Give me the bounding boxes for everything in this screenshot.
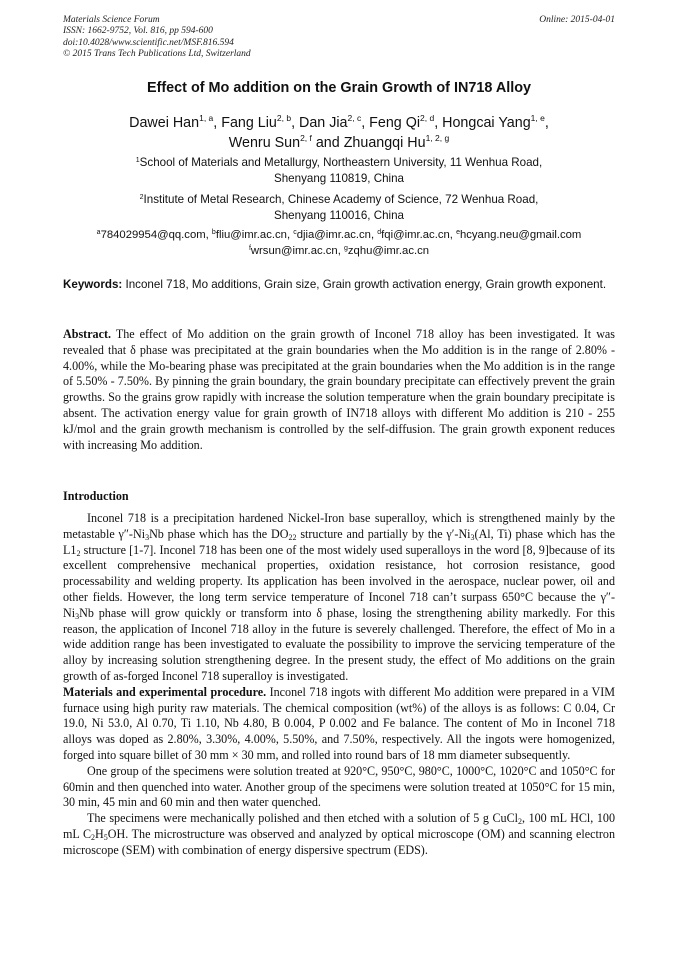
author-sep: ,: [213, 115, 222, 131]
abstract-block: [63, 327, 615, 453]
author: Hongcai Yang: [442, 115, 531, 131]
paper-title: Effect of Mo addition on the Grain Growth of IN718 Alloy: [146, 80, 532, 96]
etching-paragraph: The specimens were mechanically polished and then etched with a solution of 5 g CuCl$_2$, 100 mL HCl, 100 mL $C_2H_5OH$. The microstructure was observed and analyzed by optical microscope (OM) and scanning electron microscope (SEM) with combination of energy dispersive spectrum (EDS).: [63, 811, 615, 857]
email-e[interactable]: hcyang.neu@gmail.com: [459, 229, 582, 241]
affiliation-line: Shenyang 110819, China: [274, 172, 404, 185]
materials-paragraph: Materials and experimental procedure. Inconel 718 ingots with different Mo addition were prepared in a VIM furnace using high purity raw materials. The chemical composition (wt%) of the alloys is as follows: C 0.04, Cr 19.0, Ni 53.0, Al 0.70, Ti 1.10, Nb 4.80, B 0.004, P 0.002 and Fe balance. The content of Mo in Inconel 718 alloys was doped as 2.80%, 3.30%, 4.00%, 5.50%, and 7.50%, respectively. All the ingots were homogenized, forged into square billet of 30 mm × 30 mm, and rolled into round bars of 18 mm diameter subsequently.: [63, 684, 615, 762]
email-sup: d: [377, 229, 382, 236]
author: Dan Jia: [299, 115, 348, 131]
affiliation-2: [63, 192, 615, 224]
keywords-text: Inconel 718, Mo additions, Grain size, Grain growth activation energy, Grain growth exponent.: [125, 278, 607, 291]
email-b[interactable]: fliu@imr.ac.cn: [215, 229, 287, 241]
author-sup: 2, c: [347, 113, 362, 123]
author-list: [63, 113, 615, 153]
email-sup: g: [343, 245, 348, 252]
body-text: [63, 511, 615, 859]
affiliation-line: School of Materials and Metallurgy, Northeastern University, 11 Wenhua Road,: [139, 156, 543, 169]
email-sup: f: [248, 245, 251, 252]
email-d[interactable]: fqi@imr.ac.cn: [381, 229, 450, 241]
email-list: $^a$784029954@qq.com, $^b$fliu@imr.ac.cn, $^c$djia@imr.ac.cn, $^d$fqi@imr.ac.cn, $^e$hcyang.neu@gmail.com $^f$wrsun@imr.ac.cn, $^g$zqhu@imr.ac.cn: [96, 229, 582, 257]
author-sup: 2, b: [276, 113, 292, 123]
abstract-text: The effect of Mo addition on the grain growth of Inconel 718 alloy has been investigated. It was revealed that δ phase was precipitated at the grain boundaries when the Mo addition is in the range of 2.80% - 4.00%, while the Mo-bearing phase was precipitated at the grain boundaries when the Mo addition is in the range of 5.50% - 7.50%. By pinning the grain boundary, the grain boundary precipitate can effectively prevent the grain growths. So the grains grow rapidly with increase the solution temperature when the grain boundary precipitate is absent. The activation energy value for grain growth of IN718 alloys with different Mo addition is 210 - 255 kJ/mol and the grain growth mechanism is controlled by the self-diffusion. The grain growth exponent reduces with increasing Mo addition.: [63, 327, 615, 452]
solution-treatment-paragraph: One group of the specimens were solution treated at 920°C, 950°C, 980°C, 1000°C, 1020°C and 1050°C for 60min and then quenched into water. Another group of the specimens were solution treated at 1050°C for 15 min, 30 min, 45 min and 60 min and then water quenched.: [63, 763, 615, 810]
author-sup: 1, e: [530, 113, 545, 123]
journal-name: Materials Science Forum: [63, 15, 160, 25]
affiliation-line: Shenyang 110016, China: [274, 209, 404, 222]
author-sep: and: [311, 135, 344, 151]
author-sep: ,: [434, 115, 443, 131]
author-sup: 2, f: [300, 133, 312, 143]
author-sup: 2, d: [420, 113, 435, 123]
abstract-label: Abstract.: [63, 327, 112, 341]
author-sep: ,: [291, 115, 300, 131]
author: Feng Qi: [369, 115, 421, 131]
author-sup: 1, 2, g: [425, 133, 450, 143]
introduction-heading: Introduction: [63, 489, 129, 503]
journal-doi: doi:10.4028/www.scientific.net/MSF.816.594: [63, 37, 234, 48]
author-sep: ,: [361, 115, 370, 131]
email-c[interactable]: djia@imr.ac.cn: [296, 229, 371, 241]
author: Fang Liu: [221, 115, 277, 131]
affiliation-line: Institute of Metal Research, Chinese Academy of Science, 72 Wenhua Road,: [143, 193, 539, 206]
email-g[interactable]: zqhu@imr.ac.cn: [347, 245, 430, 257]
author: Zhuangqi Hu: [343, 135, 426, 151]
email-a[interactable]: 784029954@qq.com: [100, 229, 206, 241]
author-sup: 1, a: [199, 113, 214, 123]
journal-copyright: © 2015 Trans Tech Publications Ltd, Switzerland: [63, 48, 251, 59]
author: Wenru Sun: [228, 135, 301, 151]
introduction-paragraph: Inconel 718 is a precipitation hardened Nickel-Iron base superalloy, which is strengthened mainly by the metastable $\gamma''-Ni_3Nb$ phase which has the $DO_{22}$ structure and partially by the $\gamma'-Ni_3(Al$, Ti) phase which has the $L1_2$ structure [1-7]. Inconel 718 has been one of the most widely used superalloys in the word [8, 9]because of its excellent comprehensive mechanical properties, oxidation resistance, hot corrosion resistance, good processability and welding property. Its application has been involved in the aerospace, nuclear power, oil and other fields. However, the long term service temperature of Inconel 718 can’t surpass 650°C because the $\gamma''-Ni_3Nb$ phase will grow quickly or transform into δ phase, losing the strengthening ability markedly. For this reason, the application of Inconel 718 alloy in the future is severely challenged. Therefore, the effect of Mo in a wide addition range has been investigated to evaluate the possibility to improve the servicing temperature of the alloy by increasing solution strengthening degree. In the present study, the effect of Mo additions on the grain growth of as-forged Inconel 718 superalloy is investigated.: [63, 511, 615, 683]
online-date: Online: 2015-04-01: [539, 15, 615, 25]
affiliation-sup: 2: [139, 194, 144, 201]
affiliation-sup: 1: [135, 157, 140, 164]
keywords-block: [63, 277, 615, 293]
author: Dawei Han: [129, 115, 200, 131]
journal-header: [63, 15, 615, 60]
email-sup: b: [211, 229, 216, 236]
email-sup: a: [96, 229, 101, 236]
email-sup: c: [293, 229, 297, 236]
journal-issn: ISSN: 1662-9752, Vol. 816, pp 594-600: [63, 26, 213, 37]
keywords-label: Keywords:: [63, 278, 123, 291]
affiliation-1: [63, 155, 615, 187]
materials-label: Materials and experimental procedure.: [63, 684, 267, 699]
email-sup: e: [456, 229, 460, 236]
email-f[interactable]: wrsun@imr.ac.cn: [250, 245, 338, 257]
author-sep: ,: [544, 115, 549, 131]
